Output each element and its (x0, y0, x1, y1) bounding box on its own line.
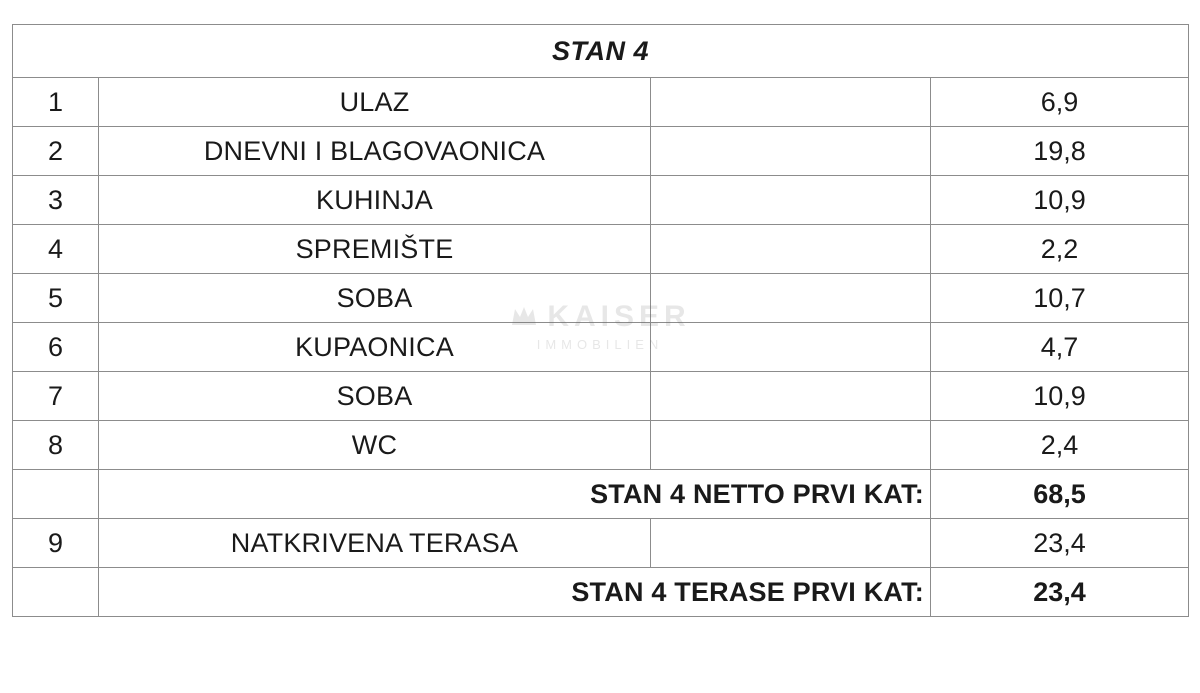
table-row (13, 421, 1189, 470)
table-row (13, 225, 1189, 274)
row-spacer (651, 127, 931, 176)
room-area: 19,8 (931, 127, 1189, 176)
row-number: 6 (13, 323, 99, 372)
summary-area: 68,5 (931, 470, 1189, 519)
table-row (13, 323, 1189, 372)
table-summary-row (13, 568, 1189, 617)
row-spacer (651, 274, 931, 323)
room-area: 6,9 (931, 78, 1189, 127)
summary-label: STAN 4 NETTO PRVI KAT: (99, 470, 931, 519)
row-number: 5 (13, 274, 99, 323)
room-area: 2,4 (931, 421, 1189, 470)
row-number: 8 (13, 421, 99, 470)
row-number: 2 (13, 127, 99, 176)
row-spacer (651, 176, 931, 225)
row-number: 4 (13, 225, 99, 274)
room-name: SPREMIŠTE (99, 225, 651, 274)
row-number: 9 (13, 519, 99, 568)
room-name: WC (99, 421, 651, 470)
room-name: KUPAONICA (99, 323, 651, 372)
apartment-area-sheet (0, 24, 1200, 617)
room-name: ULAZ (99, 78, 651, 127)
room-area: 10,7 (931, 274, 1189, 323)
room-area: 10,9 (931, 176, 1189, 225)
table-row (13, 127, 1189, 176)
room-name: SOBA (99, 372, 651, 421)
room-area-table (12, 24, 1189, 617)
room-area: 4,7 (931, 323, 1189, 372)
row-spacer (651, 323, 931, 372)
row-number: 3 (13, 176, 99, 225)
row-spacer (651, 372, 931, 421)
row-number (13, 470, 99, 519)
room-name: NATKRIVENA TERASA (99, 519, 651, 568)
row-spacer (651, 78, 931, 127)
table-row (13, 372, 1189, 421)
table-row (13, 176, 1189, 225)
table-row (13, 78, 1189, 127)
row-spacer (651, 421, 931, 470)
page-title: STAN 4 (13, 25, 1189, 78)
summary-label: STAN 4 TERASE PRVI KAT: (99, 568, 931, 617)
summary-area: 23,4 (931, 568, 1189, 617)
row-spacer (651, 519, 931, 568)
room-name: KUHINJA (99, 176, 651, 225)
row-spacer (651, 225, 931, 274)
table-title-row (13, 25, 1189, 78)
room-name: SOBA (99, 274, 651, 323)
room-area: 23,4 (931, 519, 1189, 568)
room-name: DNEVNI I BLAGOVAONICA (99, 127, 651, 176)
row-number: 1 (13, 78, 99, 127)
room-area: 2,2 (931, 225, 1189, 274)
table-row (13, 274, 1189, 323)
room-area: 10,9 (931, 372, 1189, 421)
row-number: 7 (13, 372, 99, 421)
row-number (13, 568, 99, 617)
table-summary-row (13, 470, 1189, 519)
table-row (13, 519, 1189, 568)
table-body (13, 25, 1189, 617)
